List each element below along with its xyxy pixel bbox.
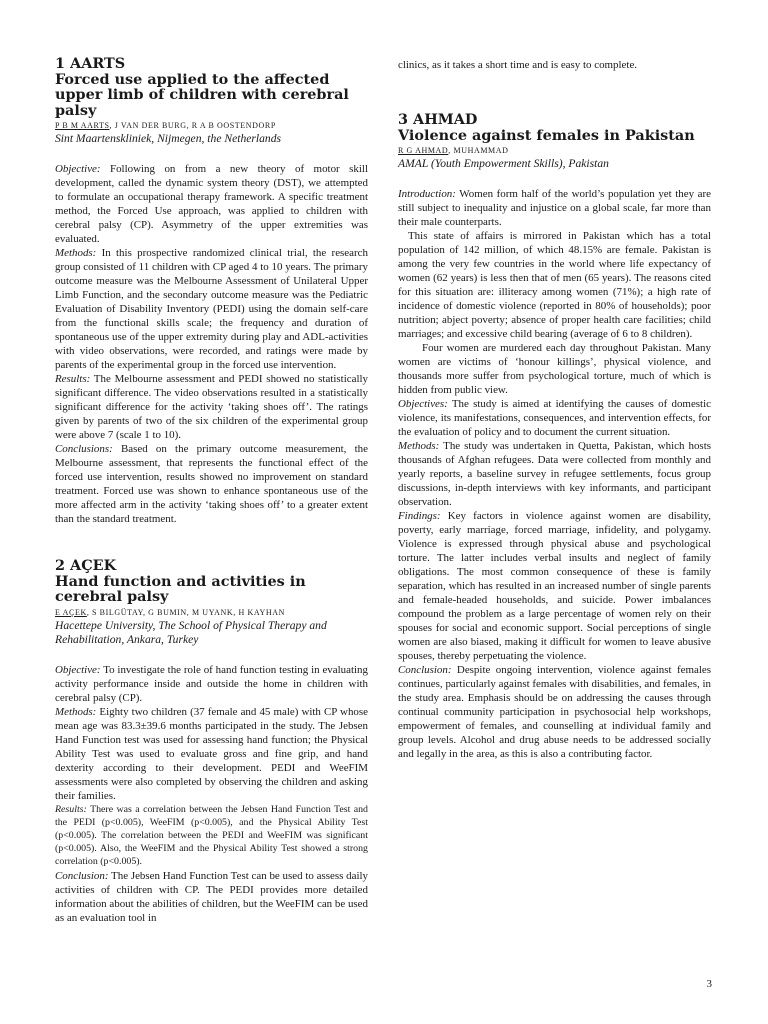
section-text: Four women are murdered each day throughout Pakistan. Many women are victims of ‘honour killings’, physical violence, and thousands more suffer from psychological torture, much of which is hidden from public view. [398,342,711,396]
lead-author: P B M AARTS [55,121,110,130]
section-text: The study was undertaken in Quetta, Pakistan, which hosts thousands of Afghan refugees. Data were collected from monthly and yearly reports, a baseline survey in refugee settlements, focus group discussions, in-depth interviews with key informants, and participant observation. [398,440,711,508]
section-text: Women form half of the world’s population yet they are still subject to inequality and injustice on a global scale, far more than their male counterparts. [398,188,711,228]
lead-author: E AÇEK [55,607,87,617]
section-text: To investigate the role of hand function testing in evaluating activity performance inside and outside the home in children with cerebral palsy (CP). [55,663,368,704]
section-text: There was a correlation between the Jebsen Hand Function Test and the PEDI (p<0.005), WeeFIM (p<0.005), and the Physical Ability Test (p<0.005). The correlation between the PEDI and WeeFIM was significant (p<0.005). Also, the WeeFIM and the Physical Ability Test showed a strong correlation (p<0.005). [55,803,368,868]
author-list [55,608,368,617]
section-label: Conclusion: [398,664,452,676]
section-text: Key factors in violence against women are disability, poverty, early marriage, forced marriage, infidelity, and polygamy. Violence is expressed through physical abuse and psychological torture. The latter includes verbal insults and neglect of family obligations. The most common consequence of these is family separation, which has resulted in an increased number of single parents and female-headed households, and suicide. Power imbalances compound the problem as a large percentage of women rely on their spouses for social and economic support. Social perceptions of single women are also biased, making it difficult for women to leave abusive spouses, thereby perpetuating the violence. [398,510,711,662]
author-list [55,121,368,130]
section-label: Findings: [398,510,441,522]
section-text: Following on from a new theory of motor skill development, called the dynamic system theory (DST), we attempted to formulate an occupational therapy framework. A specific treatment method, the Forced Use approach, was applied to children with cerebral palsy (CP). Asymmetry of the upper extremities was evaluated. [55,163,368,245]
left-column [55,54,368,947]
section-label: Conclusions: [55,443,113,455]
co-authors: , S BILGÜTAY, G BUMIN, M UYANK, H KAYHAN [86,607,286,617]
lead-author: R G AHMAD [398,146,449,155]
abstract-number: 1 AARTS [55,55,126,72]
institution: AMAL (Youth Empowerment Skills), Pakistan [398,157,609,170]
paragraph-context [398,229,711,341]
section-label: Methods: [55,705,97,718]
section-text: Despite ongoing intervention, violence against females continues, particularly against females with disabilities, and females, in the study area. Emphasis should be on addressing the causes through continual community participation in psychosocial help workshops, empowerment of females, and counselling at individual family and group levels. Alcohol and drug abuse needs to be addressed socially and legally in the area, as this is also a contributing factor. [398,664,711,760]
abstract-acek [55,558,368,925]
section-label: Methods: [398,440,440,452]
section-text: Eighty two children (37 female and 45 male) with CP whose mean age was 83.3±39.6 months participated in the study. The Jebsen Hand Function test was used for assessing hand function; the Physical Ability Test was used to evaluate gross and fine grip, and hand dexterity according to their development. PEDI and WeeFIM assessments were also completed by observing the children and asking their families. [55,705,368,802]
paragraph-context-2 [398,341,711,397]
section-text: The study is aimed at identifying the causes of domestic violence, its manifestations, consequences, and intervention effects, for the evaluation of policy and to document the current situation. [398,398,711,438]
paragraph-methods [398,439,711,509]
paragraph-methods [55,705,368,803]
abstract-ahmad [398,112,711,761]
abstract-heading [55,558,368,605]
paragraph-introduction [398,187,711,229]
abstract-heading [55,56,368,118]
paragraph-conclusions [55,442,368,526]
section-label: Methods: [55,247,97,259]
paragraph-conclusion [398,663,711,761]
abstract-title: Hand function and activities in cerebral palsy [55,572,306,605]
author-list [398,146,711,155]
co-authors: , J VAN DER BURG, R A B OOSTENDORP [109,121,276,130]
section-text: This state of affairs is mirrored in Pakistan which has a total population of 142 million, of which 48.15% are female. Pakistan is among the very few countries in the world where life expectancy of women (62 years) is less then that of men (65 years). The reasons cited for this situation are: illiteracy among women (71%); a high rate of incidence of domestic violence (reported in 80% of households); poor nutrition; abject poverty; absence of proper health care facilities; child marriages; and excessive child bearing (average of 6 to 8 children). [398,230,711,340]
paragraph-findings [398,509,711,663]
co-authors: , MUHAMMAD [448,146,509,155]
abstract-title: Violence against females in Pakistan [398,126,695,144]
right-column [398,54,711,783]
section-label: Results: [55,373,91,385]
paragraph-methods [55,246,368,372]
section-text: The Melbourne assessment and PEDI showed no statistically significant difference. The video observations resulted in a statistically significant difference for the activity ‘taking shoes off’. The ratings given by parents of two of the six children of the experimental group were above 7 (scale 1 to 10). [55,373,368,441]
section-label: Introduction: [398,188,456,200]
section-label: Objective: [55,163,101,175]
institution: Sint Maartenskliniek, Nijmegen, the Netherlands [55,132,282,145]
paragraph-objectives [398,397,711,439]
section-label: Conclusion: [55,869,109,882]
page-number: 3 [706,978,712,990]
institution: Hacettepe University, The School of Physical Therapy and Rehabilitation, Ankara, Turkey [55,618,327,646]
section-label: Results: [55,803,87,815]
section-label: Objective: [55,663,101,676]
paragraph-objective [55,162,368,246]
abstract-number: 3 AHMAD [398,111,478,128]
paragraph-conclusion [55,869,368,925]
abstract-title: Forced use applied to the affected upper limb of children with cerebral palsy [55,70,349,119]
paragraph-results [55,372,368,442]
section-label: Objectives: [398,398,448,410]
section-text: The Jebsen Hand Function Test can be used to assess daily activities of children with CP. The PEDI provides more detailed information about the abilities of children, but the WeeFIM can be used as an evaluation tool in [55,869,368,924]
paragraph-results [55,803,368,869]
abstract-heading [398,112,711,143]
paragraph-objective [55,663,368,705]
continuation-text: clinics, as it takes a short time and is easy to complete. [398,59,638,71]
abstract-number: 2 AÇEK [55,557,117,574]
section-text: Based on the primary outcome measurement, the Melbourne assessment, that represents the functional effect of the forced use intervention, results showed no improvement on standard treatment. Forced use was shown to enhance spontaneous use of the more affected arm in the activity ‘taking shoes off’ to a greater extent than the standard treatment. [55,443,368,525]
abstract-aarts [55,56,368,526]
section-text: In this prospective randomized clinical trial, the research group consisted of 11 children with CP aged 4 to 10 years. The primary outcome measure was the Melbourne Assessment of Unilateral Upper Limb Function, and the secondary outcome measure was the Pediatric Evaluation of Disability Inventory (PEDI) using the domain self-care from the functional skills scale; the frequency and duration of spontaneous use of the upper extremity during play and ADL-activities with video observations, were recorded, and ratings were made by parents of the experimental group in the forced use intervention. [55,247,368,371]
